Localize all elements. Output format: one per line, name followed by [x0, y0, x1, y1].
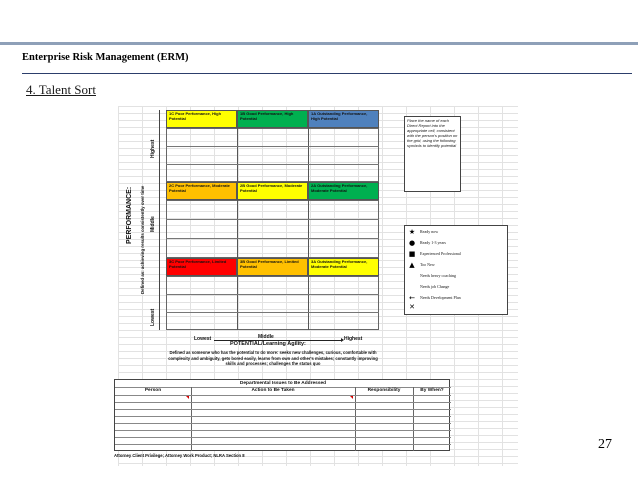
symbol-legend [404, 225, 508, 315]
grid-cell-2a: 2A Outstanding Performance, Moderate Potential [308, 182, 379, 200]
table-row-line [115, 430, 451, 431]
y-axis-line [159, 110, 160, 330]
legend-item: ← Needs Development Plan [409, 294, 461, 302]
grid-body-row-2 [166, 200, 379, 258]
grid-row-line [166, 164, 379, 165]
legend-item: ★ Ready now [408, 228, 439, 236]
page-number: 27 [598, 437, 612, 452]
circle-icon: ● [408, 239, 416, 247]
y-axis-subtitle: Defined as: achieving results consistently over time [140, 185, 145, 294]
column-header-action: Action to Be Taken [251, 388, 295, 393]
title-divider [22, 73, 632, 74]
grid-row-line [166, 219, 379, 220]
issues-table-title: Departmental Issues to Be Addressed [239, 381, 327, 386]
grid-cell-3a: 3A Outstanding Performance, Moderate Potential [308, 258, 379, 276]
blank-icon [408, 272, 416, 280]
grid-row-line [166, 238, 379, 239]
blank-icon [408, 283, 416, 291]
slide-title: Enterprise Risk Management (ERM) [22, 52, 189, 63]
table-column-line [191, 387, 192, 451]
grid-cell-1c: 1C Poor Performance, High Potential [166, 110, 237, 128]
x-axis-mid-label: Middle [258, 334, 274, 340]
column-header-person: Person [144, 388, 162, 393]
table-row-line [115, 437, 451, 438]
table-row-line [115, 409, 451, 410]
instructions-box: Place the name of each Direct Report into the appropriate cell, consistent with the person's position on the grid, using the following symbols to identify potential [404, 116, 461, 192]
table-row-line [115, 423, 451, 424]
x-axis-low-label: Lowest [194, 336, 212, 342]
grid-column-divider [308, 110, 309, 330]
grid-cell-2c: 2C Poor Performance, Moderate Potential [166, 182, 237, 200]
grid-cell-1b: 1B Good Performance, High Potential [237, 110, 308, 128]
x-axis-high-label: Highest [344, 336, 363, 342]
legend-item: ■ Experienced Professional [408, 250, 461, 258]
top-rule [0, 42, 638, 45]
star-icon: ★ [408, 228, 416, 236]
comment-marker-icon [350, 396, 353, 399]
grid-row-line [166, 294, 379, 295]
comment-marker-icon [186, 396, 189, 399]
table-column-line [355, 387, 356, 451]
legend-item [405, 302, 509, 313]
legend-item: ▲ Too New [409, 261, 435, 269]
potential-definition: Defined as someone who has the potential to do more: seeks new challenges, curious, comfortable with complexity and ambiguity, gets bored easily, learns from own and other's mistakes; constantly improving skills and processes; challenges the status quo [168, 350, 378, 366]
arrow-icon: ← [409, 294, 415, 302]
y-axis-title: PERFORMANCE: [126, 186, 133, 244]
table-column-line [413, 387, 414, 451]
y-axis-mid-label: Middle [150, 216, 156, 232]
legend-item: ● Ready 1-3 years [408, 239, 446, 247]
grid-body-row-1 [166, 128, 379, 182]
y-axis-high-label: Highest [150, 139, 156, 158]
grid-column-divider [237, 110, 238, 330]
table-row-line [115, 444, 451, 445]
square-icon: ■ [408, 250, 416, 258]
grid-cell-1a: 1A Outstanding Performance, High Potential [308, 110, 379, 128]
column-header-responsibility: Responsibility [367, 388, 401, 393]
grid-row-line [166, 146, 379, 147]
legend-item: Needs job Change [405, 282, 509, 293]
x-icon: ✕ [409, 303, 415, 311]
table-row-line [115, 416, 451, 417]
triangle-icon: ▲ [409, 261, 415, 269]
grid-cell-3c: 3C Poor Performance, Limited Potential [166, 258, 237, 276]
grid-cell-2b: 2B Good Performance, Moderate Potential [237, 182, 308, 200]
table-row-line [115, 395, 451, 396]
slide-subtitle: 4. Talent Sort [26, 82, 96, 97]
privilege-footer: Attorney Client Privilege; Attorney Work Product; NLRA Section 8 [114, 453, 245, 458]
legend-item: Needs heavy coaching [405, 271, 509, 282]
table-row-line [115, 402, 451, 403]
grid-cell-3b: 3B Good Performance, Limited Potential [237, 258, 308, 276]
departmental-issues-table [114, 379, 450, 451]
y-axis-low-label: Lowest [150, 308, 156, 326]
grid-row-line [166, 312, 379, 313]
x-axis-title: POTENTIAL/Learning Agility: [230, 341, 306, 347]
grid-body-row-3 [166, 276, 379, 330]
column-header-by-when: By When? [420, 388, 444, 393]
